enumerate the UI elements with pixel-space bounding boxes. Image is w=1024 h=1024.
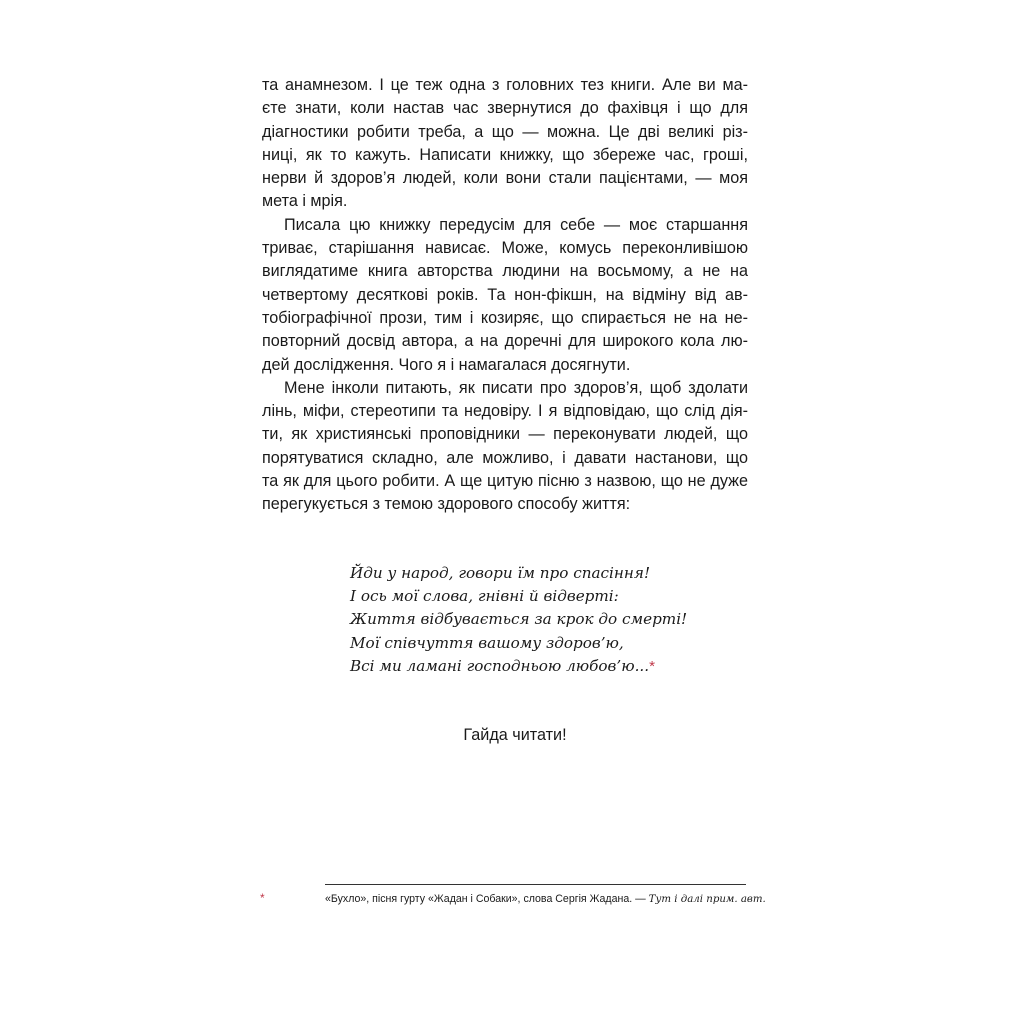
text-line: діагностики робити треба, а що — можна. Це дві великі різ- <box>262 122 748 141</box>
text-line: Писала цю книжку передусім для себе — моє старшання <box>284 215 748 234</box>
poem-line: Мої співчуття вашому здоров’ю, <box>350 633 624 652</box>
footnote-divider <box>325 884 746 885</box>
text-line: тобіографічної прози, тим і козиряє, що спирається не на не- <box>262 308 748 327</box>
text-line: триває, старішання нависає. Може, комусь переконливішою <box>262 239 748 258</box>
closing-line: Гайда читати! <box>463 726 567 744</box>
text-line: виглядатиме книга авторства людини на восьмому, а не на <box>262 262 748 281</box>
text-line: порятуватися складно, але можливо, і давати настанови, що <box>262 448 748 467</box>
text-line: дей дослідження. Чого я і намагалася досягнути. <box>262 355 631 374</box>
text-line: повторний досвід автора, а на доречні для широкого кола лю- <box>262 332 748 351</box>
footnote-reference[interactable]: * <box>649 657 655 675</box>
text-line: мета і мрія. <box>262 192 348 211</box>
poem-line: Йди у народ, говори їм про спасіння! <box>350 564 651 582</box>
footnote-note: Тут і далі прим. авт. <box>648 894 766 905</box>
text-line: ниці, як то кажуть. Написати книжку, що збереже час, гроші, <box>262 145 748 164</box>
poem-line: Життя відбувається за крок до смерті! <box>350 610 688 629</box>
body-text <box>262 74 748 517</box>
poem-quote <box>350 562 687 678</box>
footnote-marker: * <box>260 891 265 905</box>
text-line: єте знати, коли настав час звернутися до фахівця і що для <box>262 99 748 118</box>
poem-line <box>350 655 687 678</box>
text-line: нерви й здоров’я людей, коли вони стали пацієнтами, — моя <box>262 169 748 188</box>
text-line: та як для цього робити. А ще цитую пісню з назвою, що не дуже <box>262 472 748 491</box>
text-line: четвертому десяткові років. Та нон-фікшн, на відміну від ав- <box>262 285 748 304</box>
poem-line: І ось мої слова, гнівні й відверті: <box>350 587 619 606</box>
footnote-body: «Бухло», пісня гурту «Жадан і Собаки», слова Сергія Жадана. — <box>325 893 646 905</box>
footnote-text <box>325 892 766 907</box>
text-line: ти, як християнські проповідники — переконувати людей, що <box>262 425 748 444</box>
text-line: та анамнезом. І це теж одна з головних тез книги. Але ви ма- <box>262 76 748 94</box>
text-line: перегукується з темою здорового способу життя: <box>262 495 631 514</box>
text-line: лінь, міфи, стереотипи та недовіру. І я відповідаю, що слід дія- <box>262 402 748 421</box>
poem-line-text: Всі ми ламані господньою любов’ю... <box>350 656 650 675</box>
text-line: Мене інколи питають, як писати про здоров’я, щоб здолати <box>284 378 748 397</box>
